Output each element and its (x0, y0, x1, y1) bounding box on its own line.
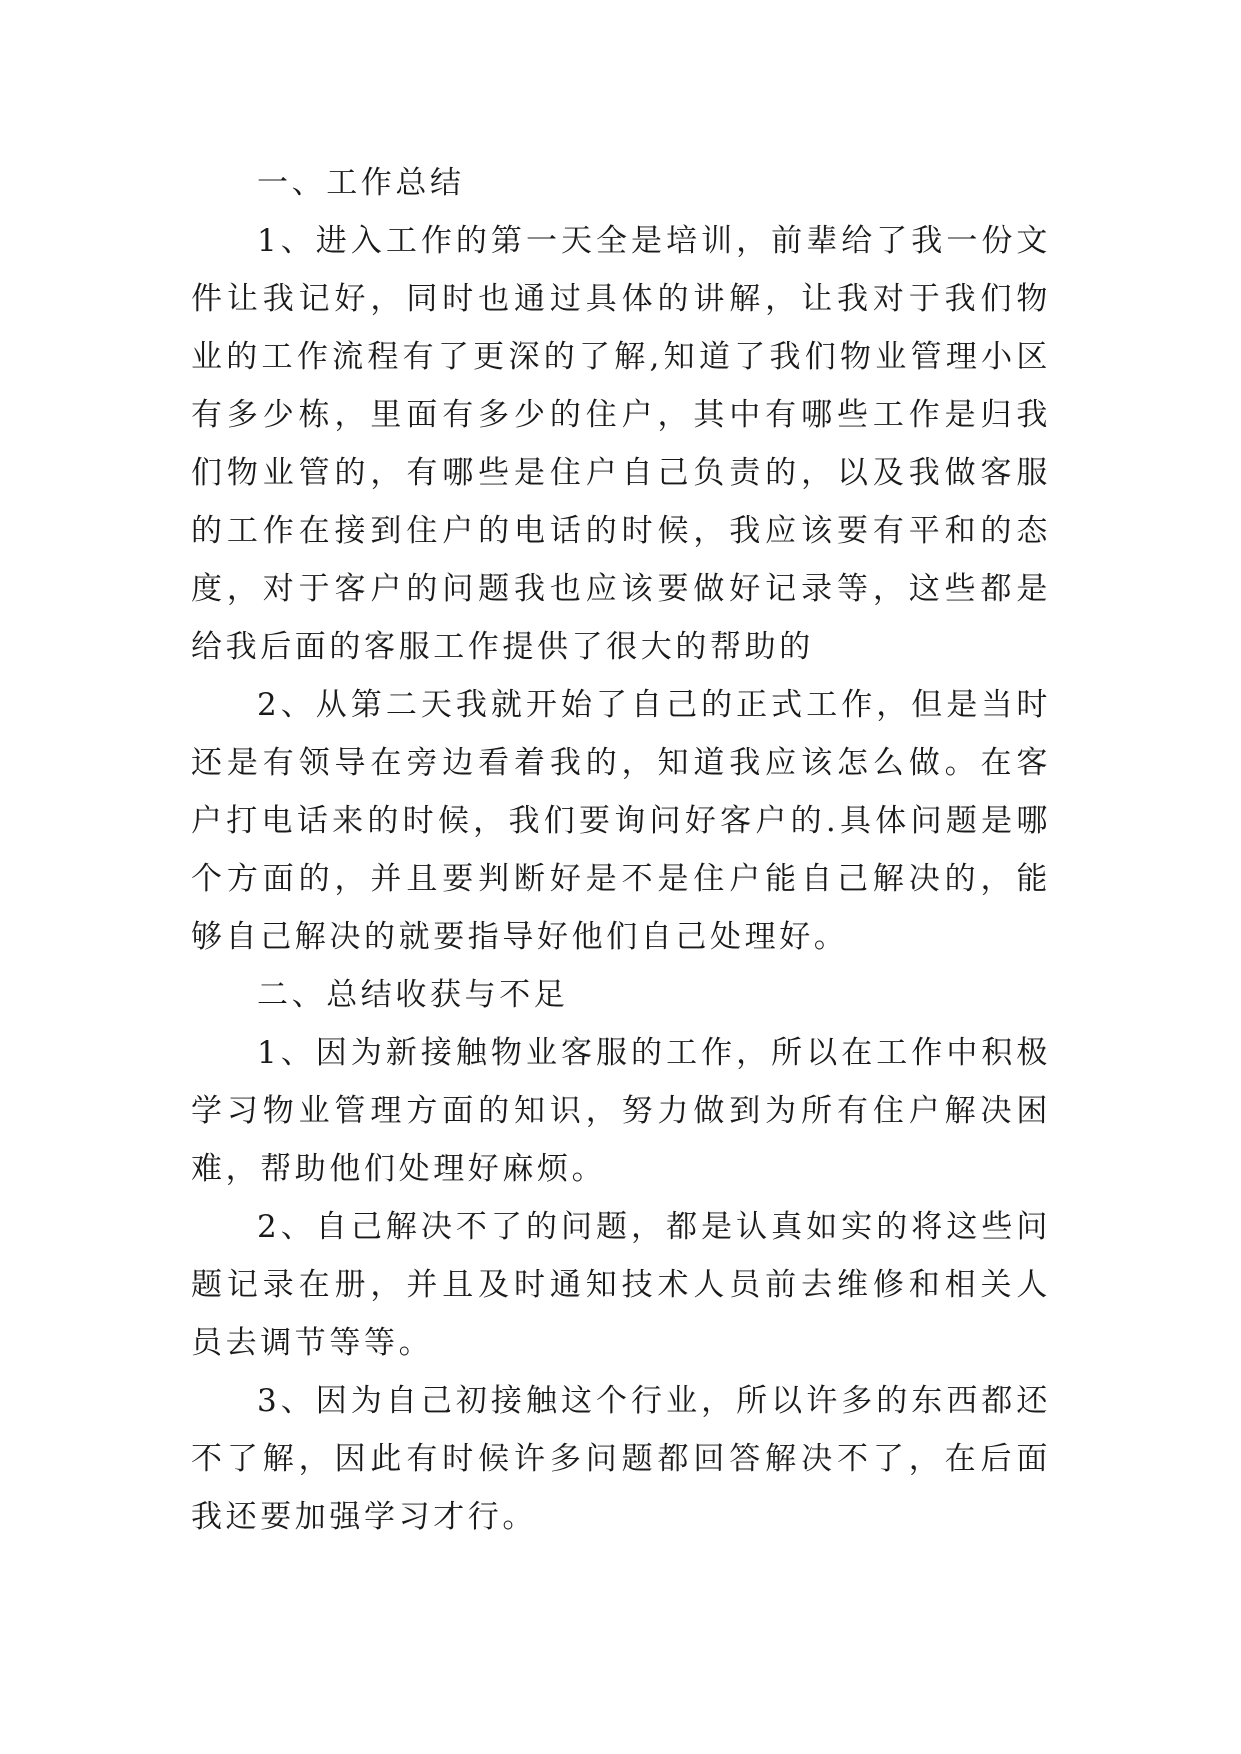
paragraph-training: 1、进入工作的第一天全是培训，前辈给了我一份文件让我记好，同时也通过具体的讲解，让我对于我们物业的工作流程有了更深的了解,知道了我们物业管理小区有多少栋，里面有多少的住户，其中有哪些工作是归我们物业管的，有哪些是住户自己负责的，以及我做客服的工作在接到住户的电话的时候，我应该要有平和的态度，对于客户的问题我也应该要做好记录等，这些都是给我后面的客服工作提供了很大的帮助的 (191, 223, 1051, 665)
paragraph-learning: 1、因为新接触物业客服的工作，所以在工作中积极学习物业管理方面的知识，努力做到为所有住户解决困难，帮助他们处理好麻烦。 (191, 1035, 1051, 1187)
section-heading-work-summary: 一、工作总结 (257, 165, 465, 201)
document-body (191, 154, 1051, 1546)
paragraph-recording: 2、自己解决不了的问题，都是认真如实的将这些问题记录在册，并且及时通知技术人员前去维修和相关人员去调节等等。 (191, 1209, 1051, 1361)
paragraph-formal-work: 2、从第二天我就开始了自己的正式工作，但是当时还是有领导在旁边看着我的，知道我应该怎么做。在客户打电话来的时候，我们要询问好客户的.具体问题是哪个方面的，并且要判断好是不是住户能自己解决的，能够自己解决的就要指导好他们自己处理好。 (191, 687, 1051, 955)
section-heading-gains-shortcomings: 二、总结收获与不足 (257, 977, 569, 1013)
paragraph-improvement: 3、因为自己初接触这个行业，所以许多的东西都还不了解，因此有时候许多问题都回答解决不了，在后面我还要加强学习才行。 (191, 1383, 1051, 1535)
